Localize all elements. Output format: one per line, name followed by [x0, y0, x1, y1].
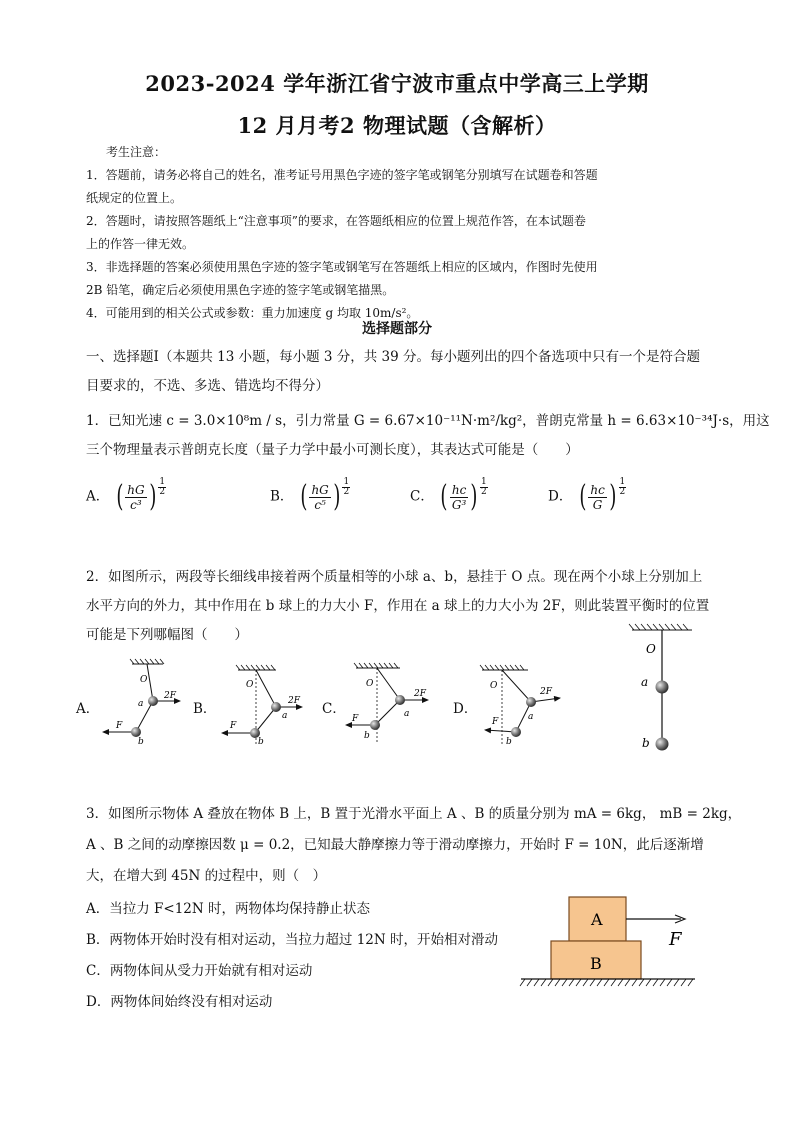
- label-b: b: [642, 736, 650, 750]
- notice-line: 上的作答一律无效。: [86, 237, 195, 251]
- question-3: [86, 799, 742, 892]
- frac-denominator: G: [592, 497, 603, 512]
- frac-numerator: hG: [127, 482, 145, 497]
- q3-figure: [515, 890, 715, 1000]
- label-a: a: [641, 675, 649, 689]
- ball-a: [271, 702, 281, 712]
- ball-b: [370, 720, 380, 730]
- formula: ( $\frac{hG}{\text{c⁵}}$ ) $\frac{1}{2}$: [300, 477, 350, 514]
- option-label: A．: [86, 488, 110, 505]
- q2-line3: 可能是下列哪幅图（ ）: [86, 627, 248, 643]
- label-b: b: [258, 737, 264, 747]
- frac-numerator: hG: [311, 482, 329, 497]
- label-2f: 2F: [414, 689, 426, 699]
- q1-line2: 三个物理量表示普朗克长度（量子力学中最小可测长度），其表达式可能是（ ）: [86, 442, 579, 458]
- exp-num: 1: [159, 477, 166, 487]
- ball-a: [148, 696, 158, 706]
- label-o: O: [140, 675, 148, 685]
- frac-denominator: G³: [451, 497, 467, 512]
- exp-den: 2: [159, 487, 166, 497]
- q2-option-b[interactable]: B．: [193, 701, 217, 717]
- label-a: a: [282, 711, 288, 721]
- label-a: a: [404, 709, 410, 719]
- q1-option-d[interactable]: [548, 477, 626, 514]
- q3-option-d[interactable]: D．两物体间始终没有相对运动: [86, 994, 273, 1010]
- paper-title-line2: 12 月月考2 物理试题（含解析）: [237, 113, 557, 138]
- q2-reference-figure: [629, 624, 692, 751]
- option-label: D．: [548, 488, 573, 505]
- q3-option-a[interactable]: A．当拉力 F<12N 时，两物体均保持静止状态: [86, 901, 371, 917]
- q3-line3: 大，在增大到 45N 的过程中，则（ ）: [86, 868, 327, 884]
- q1-option-a[interactable]: [86, 477, 166, 514]
- part1-line1: 一、选择题Ⅰ（本题共 13 小题，每小题 3 分，共 39 分。每小题列出的四个备选项中只有一个是符合题: [86, 349, 701, 365]
- exp-den: 2: [481, 487, 487, 497]
- q3-option-c[interactable]: C．两物体间从受力开始就有相对运动: [86, 963, 313, 979]
- part1-instructions: [86, 343, 726, 401]
- part1-line2: 目要求的，不选、多选、错选均不得分）: [86, 378, 329, 394]
- notice-line: 1．答题前，请务必将自己的姓名，准考证号用黑色字迹的签字笔或钢笔分别填写在试题卷和答题: [86, 168, 598, 182]
- label-o: O: [490, 681, 498, 691]
- ball-a: [526, 697, 536, 707]
- q2-figure-d: [480, 665, 560, 747]
- label-o: O: [366, 679, 374, 689]
- label-a: a: [528, 712, 534, 722]
- notice-line: 4．可能用到的相关公式或参数：重力加速度 g 均取 10m/s²。: [86, 306, 419, 320]
- label-f: F: [116, 721, 123, 731]
- exam-notice: [86, 141, 716, 325]
- formula: ( $\frac{hc}{G}$ ) $\frac{1}{2}$: [578, 477, 626, 514]
- block-a-label: A: [591, 910, 603, 929]
- notice-line: 纸规定的位置上。: [86, 191, 183, 205]
- frac-numerator: hc: [590, 482, 605, 497]
- label-2f: 2F: [540, 687, 552, 697]
- ball-b: [511, 727, 521, 737]
- q3-option-b[interactable]: B．两物体开始时没有相对运动，当拉力超过 12N 时，开始相对滑动: [86, 932, 498, 948]
- notice-line: 3．非选择题的答案必须使用黑色字迹的签字笔或钢笔写在答题纸上相应的区域内，作图时先使用: [86, 260, 598, 274]
- label-a: a: [138, 699, 144, 709]
- label-o: O: [646, 642, 656, 656]
- q2-option-d[interactable]: D．: [453, 701, 478, 717]
- label-2f: 2F: [164, 691, 176, 701]
- q2-option-c[interactable]: C．: [322, 701, 346, 717]
- paper-title-line1: 2023-2024 学年浙江省宁波市重点中学高三上学期: [145, 71, 649, 96]
- label-b: b: [364, 731, 370, 741]
- frac-denominator: c³: [130, 497, 142, 512]
- exp-den: 2: [619, 487, 626, 497]
- q3-line2: A 、B 之间的动摩擦因数 μ = 0.2，已知最大静摩擦力等于滑动摩擦力，开始时 F = 10N，此后逐渐增: [86, 837, 704, 853]
- q3-line1: 3．如图所示物体 A 叠放在物体 B 上，B 置于光滑水平面上 A 、B 的质量分别为 mA = 6kg， mB = 2kg，: [86, 806, 742, 822]
- option-label: B．: [270, 488, 294, 505]
- q2-option-a[interactable]: A．: [76, 701, 100, 717]
- formula: ( $\frac{hG}{\text{c³}}$ ) $\frac{1}{2}$: [115, 477, 166, 514]
- ball-a: [656, 681, 669, 694]
- notice-heading: 考生注意：: [106, 145, 167, 159]
- block-b-label: B: [590, 954, 602, 973]
- notice-line: 2B 铅笔，确定后必须使用黑色字迹的签字笔或钢笔描黑。: [86, 283, 395, 297]
- ball-b: [131, 727, 141, 737]
- q1-option-b[interactable]: [270, 477, 350, 514]
- frac-denominator: c⁵: [314, 497, 326, 512]
- label-f: F: [352, 714, 359, 724]
- notice-line: 2．答题时，请按照答题纸上“注意事项”的要求，在答题纸相应的位置上规范作答，在本试题卷: [86, 214, 586, 228]
- exp-num: 1: [619, 477, 626, 487]
- q1-line1: 1．已知光速 c = 3.0×10⁸m / s，引力常量 G = 6.67×10⁻¹¹N·m²/kg²，普朗克常量 h = 6.63×10⁻³⁴J·s，用这: [86, 413, 770, 429]
- q2-line1: 2．如图所示，两段等长细线串接着两个质量相等的小球 a、b，悬挂于 O 点。现在两个小球上分别加上: [86, 569, 703, 585]
- ball-a: [395, 695, 405, 705]
- option-label: C．: [410, 488, 434, 505]
- label-f: F: [492, 717, 499, 727]
- ball-b: [656, 738, 669, 751]
- formula: ( $\frac{hc}{\text{G³}}$ ) $\frac{1}{2}$: [440, 477, 487, 514]
- section-title: 选择题部分: [362, 321, 432, 337]
- question-1: [86, 407, 770, 465]
- label-f: F: [230, 721, 237, 731]
- q2-line2: 水平方向的外力，其中作用在 b 球上的力大小 F，作用在 a 球上的力大小为 2F，则此装置平衡时的位置: [86, 598, 710, 614]
- label-b: b: [138, 737, 144, 747]
- exp-num: 1: [481, 477, 487, 487]
- label-o: O: [246, 680, 254, 690]
- q1-option-c[interactable]: [410, 477, 488, 514]
- q2-figure-c: [346, 663, 428, 744]
- force-label: F: [669, 929, 682, 950]
- q2-figures: [0, 620, 794, 760]
- label-2f: 2F: [288, 696, 300, 706]
- exp-num: 1: [343, 477, 350, 487]
- q2-figure-b: [222, 665, 302, 747]
- label-b: b: [506, 737, 512, 747]
- exp-den: 2: [343, 487, 350, 497]
- frac-numerator: hc: [451, 482, 467, 497]
- q2-figure-a: [103, 659, 180, 747]
